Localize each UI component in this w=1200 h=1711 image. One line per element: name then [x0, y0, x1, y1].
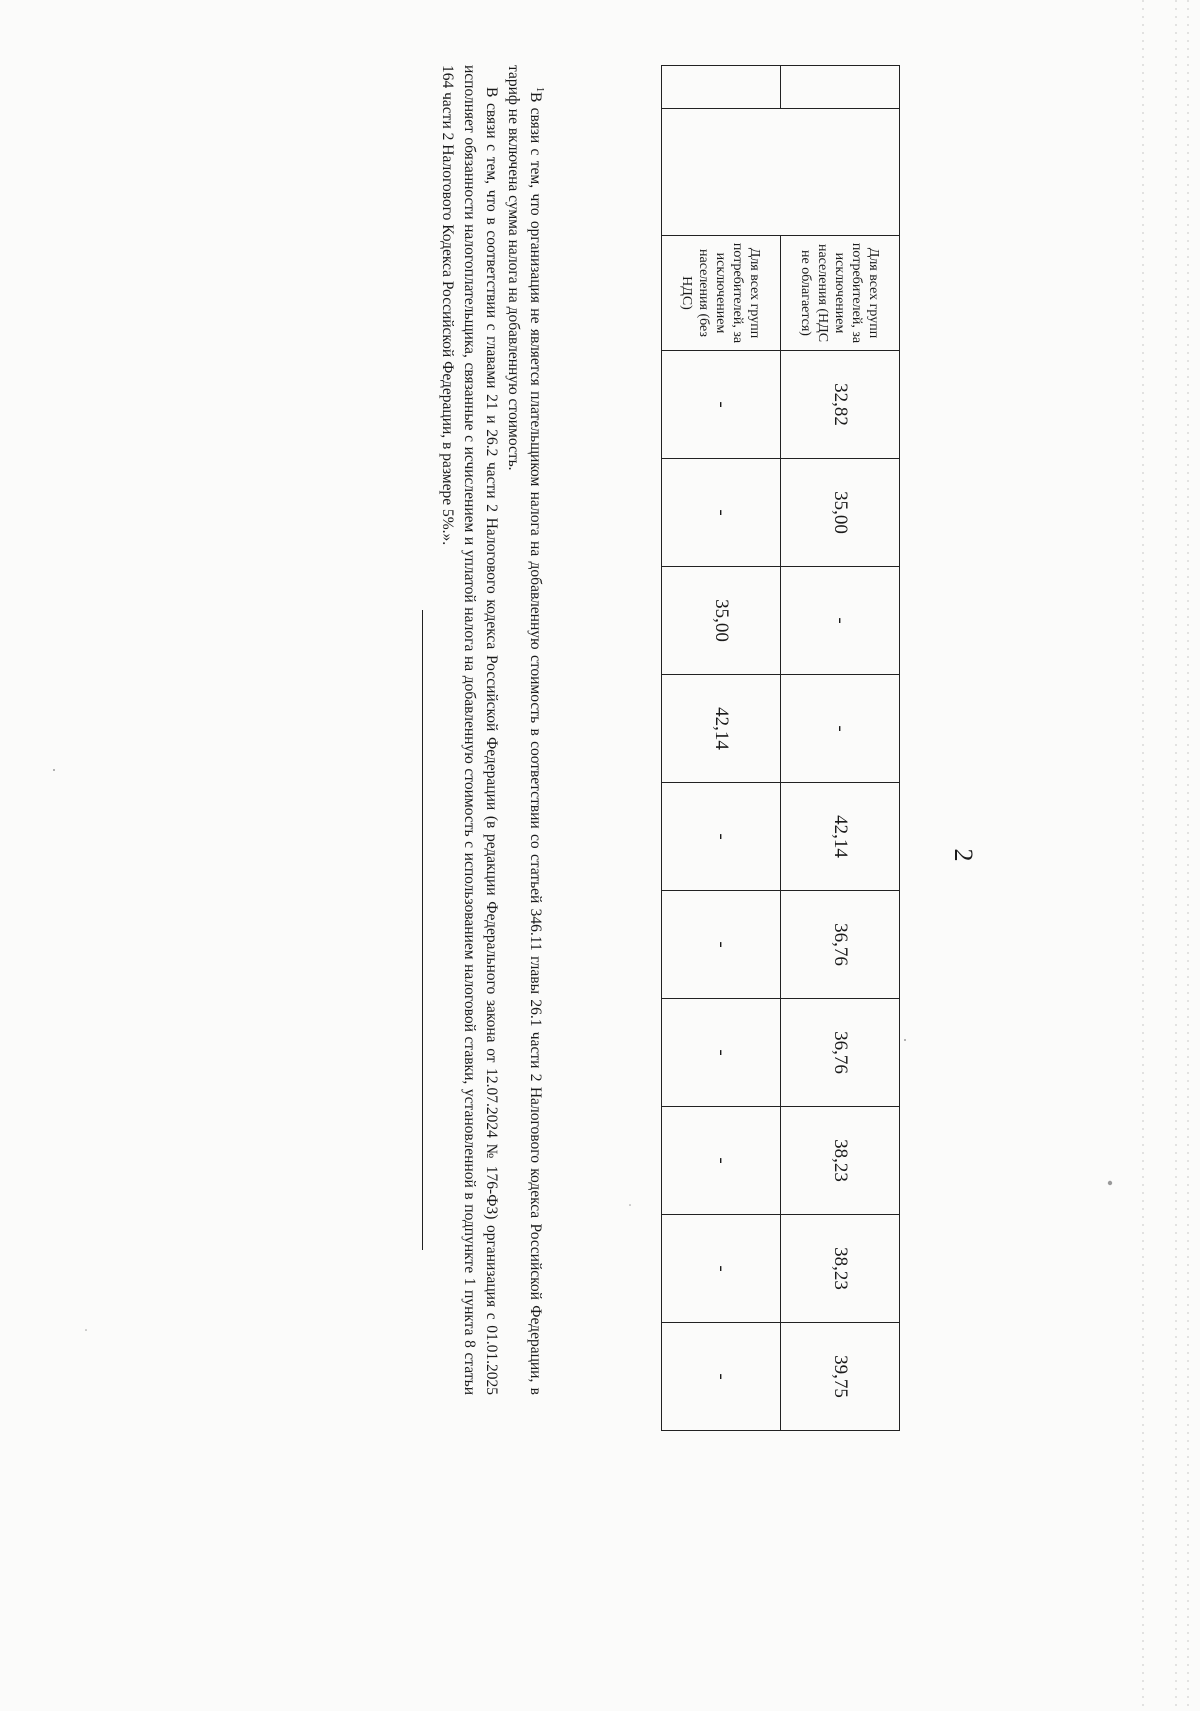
table-cell: 38,23	[781, 1215, 900, 1323]
footnote-marker: 1	[534, 87, 545, 92]
table-cell: 42,14	[662, 675, 781, 783]
footnote-1	[502, 65, 550, 1395]
separator-line	[422, 610, 423, 1250]
table-cell-empty	[662, 66, 781, 109]
table-cell: -	[662, 1107, 781, 1215]
table-cell: 35,00	[781, 459, 900, 567]
table-cell: -	[781, 675, 900, 783]
table-cell: 32,82	[781, 351, 900, 459]
table-cell: -	[662, 459, 781, 567]
table-cell: 42,14	[781, 783, 900, 891]
footnotes	[436, 65, 550, 1395]
table-cell: -	[662, 351, 781, 459]
tariff-table	[661, 65, 900, 1431]
table-cell: -	[662, 783, 781, 891]
table-cell: 35,00	[662, 567, 781, 675]
table-cell: 36,76	[781, 999, 900, 1107]
table-cell: -	[781, 567, 900, 675]
table-cell: -	[662, 1215, 781, 1323]
rotated-page	[300, 65, 978, 1645]
footnote-1-text: В связи с тем, что организация не является плательщиком налога на добавленную стоимость в соответствии со статьей 346.11 главы 26.1 части 2 Налогового кодекса Российской Федерации, в тариф не включена сумма налога на добавленную стоимость.	[504, 65, 544, 1395]
table-cell-empty	[781, 66, 900, 109]
table-cell: 39,75	[781, 1323, 900, 1431]
table-cell: -	[662, 999, 781, 1107]
table-cell-empty	[662, 109, 900, 236]
table-row	[662, 66, 781, 1431]
table-cell: -	[662, 891, 781, 999]
page-number: 2	[949, 848, 978, 862]
footnote-2: В связи с тем, что в соответствии с главами 21 и 26.2 части 2 Налогового кодекса Российской Федерации (в редакции Федерального закона от 12.07.2024 № 176-ФЗ) организация с 01.01.2025 исполняет обязанности налогоплательщика, связанные с исчислением и уплатой налога на добавленную стоимость с использованием налоговой ставки, установленной в подпункте 1 пункта 8 статьи 164 части 2 Налогового Кодекса Российской Федерации, в размере 5%.».	[438, 65, 500, 1395]
table-cell: 36,76	[781, 891, 900, 999]
table-cell: -	[662, 1323, 781, 1431]
row-label: Для всех групп потребителей, за исключением населения (НДС не облагается)	[781, 236, 900, 351]
row-label: Для всех групп потребителей, за исключением населения (без НДС)	[662, 236, 781, 351]
table-row	[781, 66, 900, 1431]
table-cell: 38,23	[781, 1107, 900, 1215]
